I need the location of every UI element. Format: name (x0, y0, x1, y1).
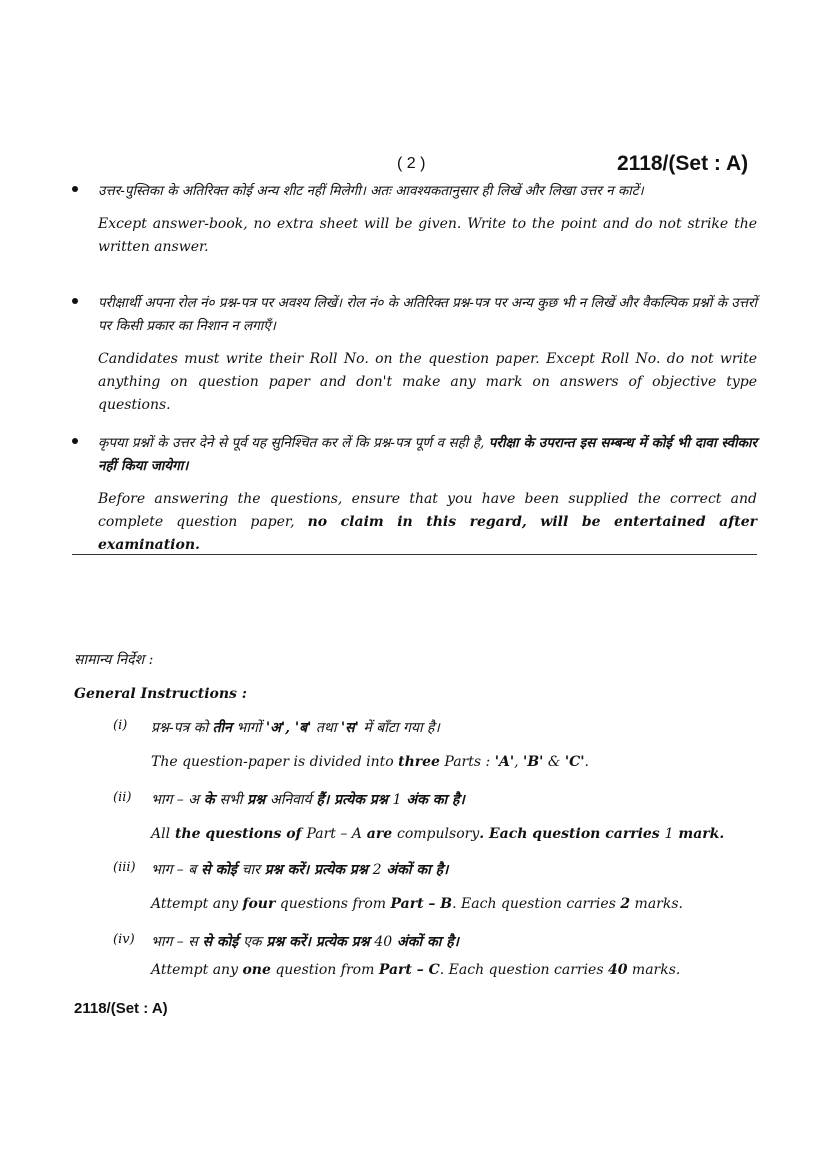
text: the questions of (170, 826, 307, 842)
english-text (98, 348, 757, 417)
footer-code: 2118/(Set : A) (74, 1000, 168, 1017)
text: से कोई (196, 862, 242, 878)
text: 2 (372, 862, 382, 878)
hindi-text (98, 432, 757, 478)
text: 40 (607, 962, 628, 978)
text: All (151, 826, 171, 842)
text: भाग – ब (151, 862, 197, 878)
text: Except answer-book, no extra sheet will be given. Write to the point and do not strike the written answer. (98, 216, 757, 255)
text: 2 (620, 896, 631, 912)
text: प्रश्न करें। प्रत्येक प्रश्न (261, 934, 375, 950)
english-text (98, 488, 757, 557)
text: mark. (673, 826, 725, 842)
text: . Each question carries (479, 826, 665, 842)
text: , (514, 754, 524, 770)
text: Part – B (390, 896, 453, 912)
text: प्रश्न करें। प्रत्येक प्रश्न (259, 862, 373, 878)
text: Attempt any (151, 896, 243, 912)
text: में बाँटा गया है। (358, 720, 440, 736)
text: four (242, 896, 276, 912)
item-number: (ii) (113, 790, 132, 805)
hindi-text (98, 180, 757, 203)
text: 'A' (494, 754, 515, 770)
text: Attempt any (151, 962, 243, 978)
instruction-bullet (72, 292, 757, 417)
text: marks. (627, 962, 681, 978)
text: 'अ', 'ब' (265, 720, 312, 736)
item-number: (iii) (113, 860, 136, 875)
bullet-icon (72, 438, 78, 444)
bullet-icon (72, 298, 78, 304)
text: three (398, 754, 440, 770)
text: अनिवार्य (270, 792, 312, 808)
english-text (151, 962, 680, 978)
text: अंकों का है। (392, 934, 459, 950)
text: 1 (392, 792, 402, 808)
text: के (198, 792, 220, 808)
text: 1 (664, 826, 674, 842)
hindi-text (151, 932, 459, 951)
bullet-icon (72, 186, 78, 192)
general-instructions-hindi-title: सामान्य निर्देश : (74, 652, 154, 668)
text: भाग – अ (151, 792, 199, 808)
text: सभी (219, 792, 243, 808)
item-number: (i) (113, 718, 128, 733)
text: . (584, 754, 589, 770)
divider (72, 554, 757, 555)
text: . Each question carries (439, 962, 608, 978)
text: एक (243, 934, 262, 950)
bold-text: no claim in this regard, will be entertained after examination. (98, 514, 757, 553)
text: marks. (630, 896, 683, 912)
text: तीन (212, 720, 232, 736)
general-instructions-title: General Instructions : (74, 686, 247, 702)
hindi-text (98, 292, 757, 338)
text: Before answering the questions, ensure that you have been supplied the correct and complete question paper, (98, 491, 757, 530)
text: 'C' (564, 754, 585, 770)
text: उत्तर-पुस्तिका के अतिरिक्त कोई अन्य शीट नहीं मिलेगी। अतः आवश्यकतानुसार ही लिखें और लिखा उत्तर न काटें। (98, 183, 644, 199)
text: परीक्षार्थी अपना रोल नं० प्रश्न-पत्र पर अवश्य लिखें। रोल नं० के अतिरिक्त प्रश्न-पत्र पर अन्य कुछ भी न लिखें और वैकल्पिक प्रश्नों के उत्तरों पर किसी प्रकार का निशान न लगाएँ। (98, 295, 757, 334)
text: . Each question carries (452, 896, 621, 912)
text: प्रश्न-पत्र को (151, 720, 213, 736)
text: 'B' (523, 754, 544, 770)
text: questions from (275, 896, 391, 912)
english-text (98, 213, 757, 259)
text: अंक का है। (401, 792, 465, 808)
text: भागों (231, 720, 266, 736)
instruction-bullet (72, 180, 757, 259)
hindi-text (151, 790, 465, 809)
text: Part – C (378, 962, 440, 978)
text: अंकों का है। (381, 862, 449, 878)
page-number: ( 2 ) (397, 155, 426, 172)
text: The question-paper is divided into (151, 754, 399, 770)
text: are (361, 826, 398, 842)
paper-code: 2118/(Set : A) (617, 152, 749, 175)
instruction-bullet (72, 432, 757, 557)
text: question from (270, 962, 379, 978)
text: कृपया प्रश्नों के उत्तर देने से पूर्व यह सुनिश्चित कर लें कि प्रश्न-पत्र पूर्ण व सही है, (98, 435, 489, 451)
hindi-text (151, 718, 440, 737)
english-text (151, 896, 683, 912)
text: तथा (311, 720, 341, 736)
text: चार (241, 862, 260, 878)
text: 'स' (340, 720, 359, 736)
text: & (543, 754, 565, 770)
text: हैं। प्रत्येक प्रश्न (311, 792, 393, 808)
english-text (151, 826, 724, 842)
hindi-text (151, 860, 448, 879)
text: 40 (374, 934, 393, 950)
text: से कोई (197, 934, 244, 950)
text: one (242, 962, 271, 978)
text: Part – A (306, 826, 362, 842)
text: प्रश्न (242, 792, 271, 808)
item-number: (iv) (113, 932, 135, 947)
english-text (151, 754, 589, 770)
text: compulsory (397, 826, 480, 842)
text: भाग – स (151, 934, 198, 950)
text: Candidates must write their Roll No. on the question paper. Except Roll No. do not write anything on question paper and don't make any mark on answers of objective type questions. (98, 351, 757, 413)
bold-text: परीक्षा के उपरान्त इस सम्बन्ध में कोई भी दावा स्वीकार नहीं किया जायेगा। (98, 435, 757, 474)
text: Parts : (439, 754, 495, 770)
